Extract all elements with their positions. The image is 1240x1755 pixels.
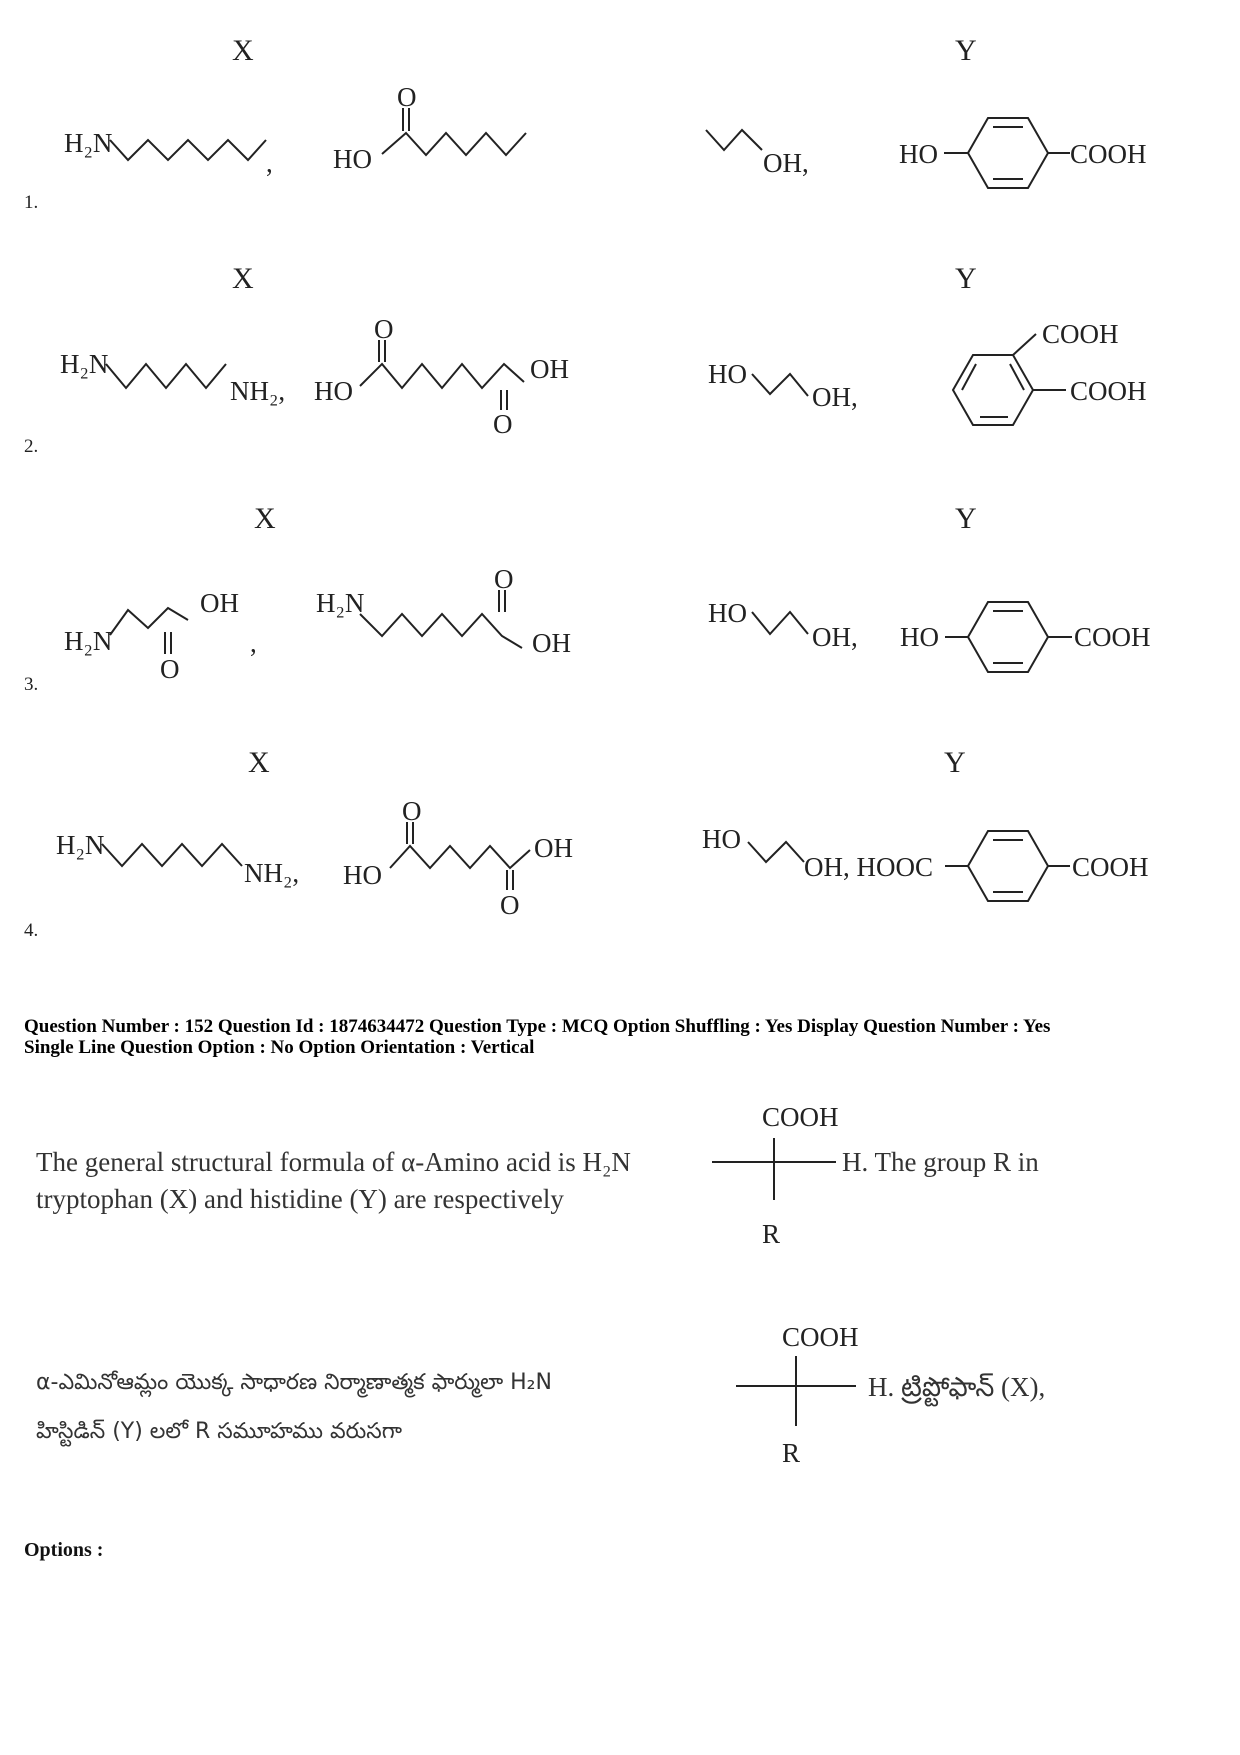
mol-text: , [250, 628, 257, 658]
option-number: 4. [24, 920, 39, 941]
formula-r-te: R [782, 1438, 801, 1468]
mol-text: HO [900, 622, 939, 652]
question-en-line-1-after: H. The group R in [842, 1147, 1039, 1177]
question-en-line-2: tryptophan (X) and histidine (Y) are respectively [36, 1184, 564, 1214]
x-label: X [248, 746, 270, 779]
mol-text: HO [333, 144, 372, 174]
mol-text: OH [534, 833, 573, 863]
mol-text: H₂N [64, 128, 113, 158]
mol-text: HO [702, 824, 741, 854]
mol-text: HO [343, 860, 382, 890]
mol-text: NH₂, [230, 376, 286, 406]
mol-text: COOH [1042, 319, 1119, 349]
mol-text: OH [200, 588, 239, 618]
y-label: Y [944, 746, 966, 779]
mol-text: OH, HOOC [804, 852, 934, 882]
mol-text: O [402, 796, 422, 826]
mol-text: HO [314, 376, 353, 406]
mol-text: H₂N [56, 830, 105, 860]
mol-text: H₂N [316, 588, 365, 618]
mol-text: O [500, 890, 520, 920]
options-label: Options : [24, 1539, 104, 1561]
option-number: 3. [24, 674, 39, 695]
y-label: Y [955, 34, 977, 67]
option-number: 2. [24, 436, 39, 457]
mol-text: COOH [1074, 622, 1151, 652]
mol-text: COOH [1072, 852, 1149, 882]
y-label: Y [955, 502, 977, 535]
x-label: X [232, 34, 254, 67]
formula-cooh: COOH [762, 1102, 839, 1132]
mol-text: HO [708, 598, 747, 628]
mol-text: , [266, 148, 273, 178]
mol-text: H₂N [60, 349, 109, 379]
question-meta-line-1: Question Number : 152 Question Id : 1874634472 Question Type : MCQ Option Shuffling : Yes Display Question Number : Yes [24, 1016, 1051, 1037]
y-label: Y [955, 262, 977, 295]
mol-text: O [493, 409, 513, 439]
mol-text: O [494, 564, 514, 594]
question-te-line-2: హిస్టిడిన్ (Y) లలో R సమూహము వరుసగా [36, 1419, 402, 1444]
question-meta-line-2: Single Line Question Option : No Option Orientation : Vertical [24, 1037, 535, 1058]
mol-text: COOH [1070, 139, 1147, 169]
formula-cooh-te: COOH [782, 1322, 859, 1352]
mol-text: OH, [812, 622, 858, 652]
mol-text: HO [899, 139, 938, 169]
mol-text: O [374, 314, 394, 344]
x-label: X [232, 262, 254, 295]
formula-r: R [762, 1219, 781, 1249]
mol-text: OH [530, 354, 569, 384]
mol-text: O [397, 82, 417, 112]
question-te-line-1: α-ఎమినోఆమ్లం యొక్క సాధారణ నిర్మాణాత్మక ఫార్ములా H₂N [36, 1370, 552, 1395]
question-te-line-1-after: H. ట్రిప్టోఫాన్ (X), [868, 1372, 1046, 1402]
mol-text: COOH [1070, 376, 1147, 406]
x-label: X [254, 502, 276, 535]
mol-text: H₂N [64, 626, 113, 656]
mol-text: O [160, 654, 180, 684]
mol-text: OH, [812, 382, 858, 412]
option-number: 1. [24, 192, 39, 213]
question-en-line-1: The general structural formula of α-Amino acid is H₂N [36, 1147, 631, 1177]
mol-text: OH [532, 628, 571, 658]
mol-text: HO [708, 359, 747, 389]
mol-text: OH, [763, 148, 809, 178]
mol-text: NH₂, [244, 858, 300, 888]
